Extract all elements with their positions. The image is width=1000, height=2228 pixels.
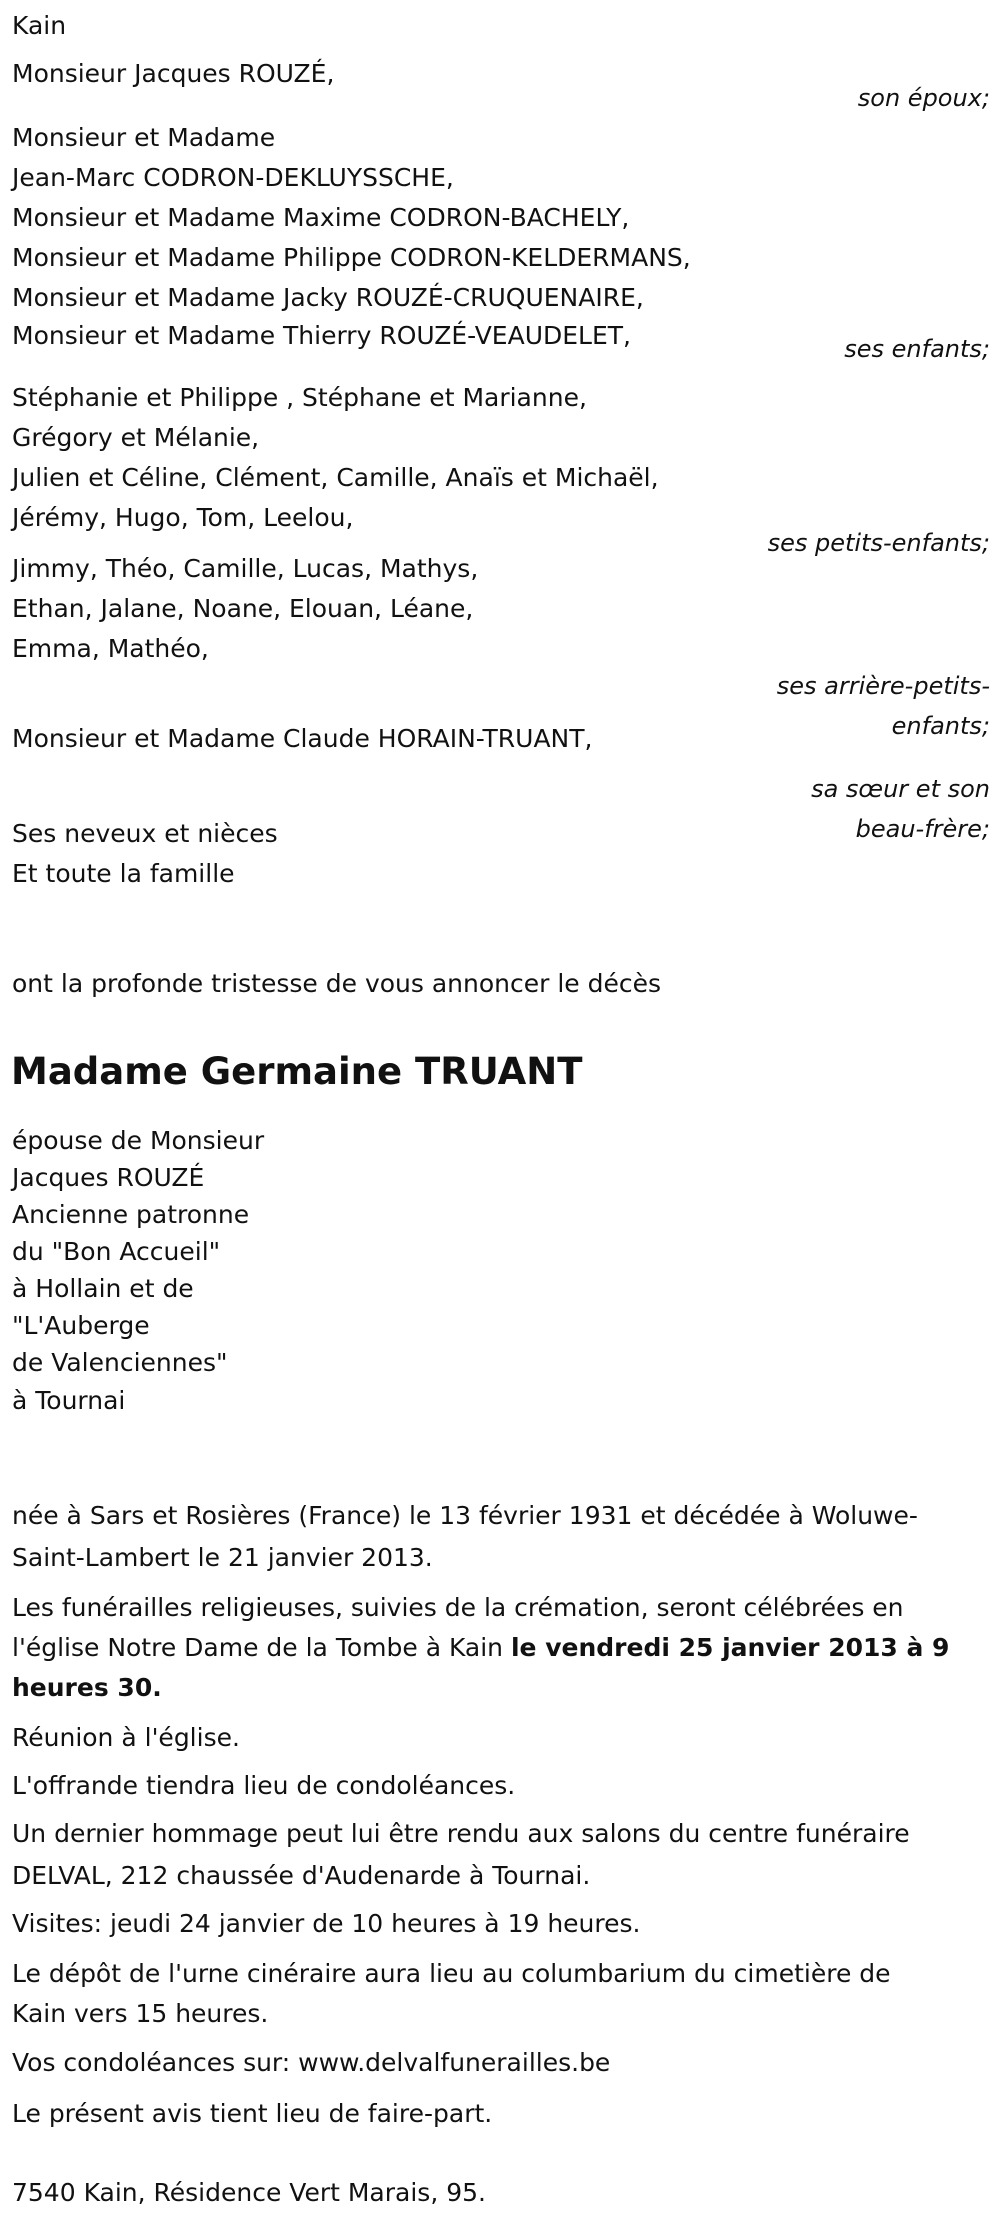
description-line: épouse de Monsieur [12, 1126, 265, 1155]
birth-death-line: née à Sars et Rosières (France) le 13 février 1931 et décédée à Woluwe- [12, 1501, 918, 1530]
child-line: Monsieur et Madame Maxime CODRON-BACHELY, [12, 203, 630, 232]
child-line: Monsieur et Madame [12, 123, 276, 152]
great-grandchildren-label-line1: ses arrière-petits- [776, 672, 990, 700]
spouse-name: Monsieur Jacques ROUZÉ, [12, 59, 335, 88]
funeral-location: l'église Notre Dame de la Tombe à Kain [12, 1633, 511, 1662]
sibling-label-line2: beau-frère; [855, 815, 990, 843]
sibling-name: Monsieur et Madame Claude HORAIN-TRUANT, [12, 724, 593, 753]
child-line: Jean-Marc CODRON-DEKLUYSSCHE, [12, 163, 454, 192]
deceased-name-heading: Madame Germaine TRUANT [11, 1050, 583, 1093]
child-line: Monsieur et Madame Thierry ROUZÉ-VEAUDELET, [12, 321, 631, 350]
funeral-line [12, 1628, 949, 1668]
offering-paragraph: L'offrande tiendra lieu de condoléances. [12, 1771, 516, 1800]
child-line: Monsieur et Madame Philippe CODRON-KELDERMANS, [12, 243, 691, 272]
notice-paragraph: Le présent avis tient lieu de faire-part. [12, 2099, 493, 2128]
urn-line: Le dépôt de l'urne cinéraire aura lieu au columbarium du cimetière de [12, 1959, 891, 1988]
grandchild-line: Grégory et Mélanie, [12, 423, 260, 452]
funeral-date: le vendredi 25 janvier 2013 à 9 [510, 1633, 950, 1662]
description-line: à Tournai [12, 1386, 126, 1415]
description-line: à Hollain et de [12, 1274, 194, 1303]
grandchild-line: Jérémy, Hugo, Tom, Leelou, [12, 503, 354, 532]
nephews-nieces: Ses neveux et nièces [12, 819, 278, 848]
funeral-time: heures 30. [12, 1673, 162, 1702]
description-line: de Valenciennes" [12, 1348, 228, 1377]
visits-paragraph: Visites: jeudi 24 janvier de 10 heures à 19 heures. [12, 1909, 641, 1938]
announcement-text: ont la profonde tristesse de vous annoncer le décès [12, 969, 662, 998]
condolences-link[interactable]: www.delvalfunerailles.be [298, 2048, 611, 2077]
meeting-paragraph: Réunion à l'église. [12, 1723, 240, 1752]
whole-family: Et toute la famille [12, 859, 235, 888]
child-line: Monsieur et Madame Jacky ROUZÉ-CRUQUENAIRE, [12, 283, 644, 312]
great-grandchild-line: Ethan, Jalane, Noane, Elouan, Léane, [12, 594, 474, 623]
address: 7540 Kain, Résidence Vert Marais, 95. [12, 2178, 486, 2207]
tribute-line: DELVAL, 212 chaussée d'Audenarde à Tournai. [12, 1861, 591, 1890]
description-line: "L'Auberge [12, 1311, 150, 1340]
birth-death-line: Saint-Lambert le 21 janvier 2013. [12, 1543, 433, 1572]
tribute-line: Un dernier hommage peut lui être rendu aux salons du centre funéraire [12, 1819, 910, 1848]
condolences-paragraph [12, 2043, 610, 2083]
sibling-label-line1: sa sœur et son [811, 775, 990, 803]
urn-line: Kain vers 15 heures. [12, 1999, 269, 2028]
funeral-line: Les funérailles religieuses, suivies de la crémation, seront célébrées en [12, 1593, 904, 1622]
great-grandchildren-label-line2: enfants; [891, 712, 990, 740]
description-line: Jacques ROUZÉ [12, 1163, 205, 1192]
grandchild-line: Stéphanie et Philippe , Stéphane et Marianne, [12, 383, 587, 412]
spouse-label: son époux; [857, 84, 990, 112]
condolences-prefix: Vos condoléances sur: [12, 2048, 299, 2077]
description-line: du "Bon Accueil" [12, 1237, 221, 1266]
location-heading: Kain [12, 11, 67, 40]
great-grandchild-line: Jimmy, Théo, Camille, Lucas, Mathys, [12, 554, 479, 583]
description-line: Ancienne patronne [12, 1200, 250, 1229]
great-grandchild-line: Emma, Mathéo, [12, 634, 209, 663]
grandchildren-label: ses petits-enfants; [767, 529, 990, 557]
children-label: ses enfants; [844, 335, 990, 363]
grandchild-line: Julien et Céline, Clément, Camille, Anaïs et Michaël, [12, 463, 659, 492]
